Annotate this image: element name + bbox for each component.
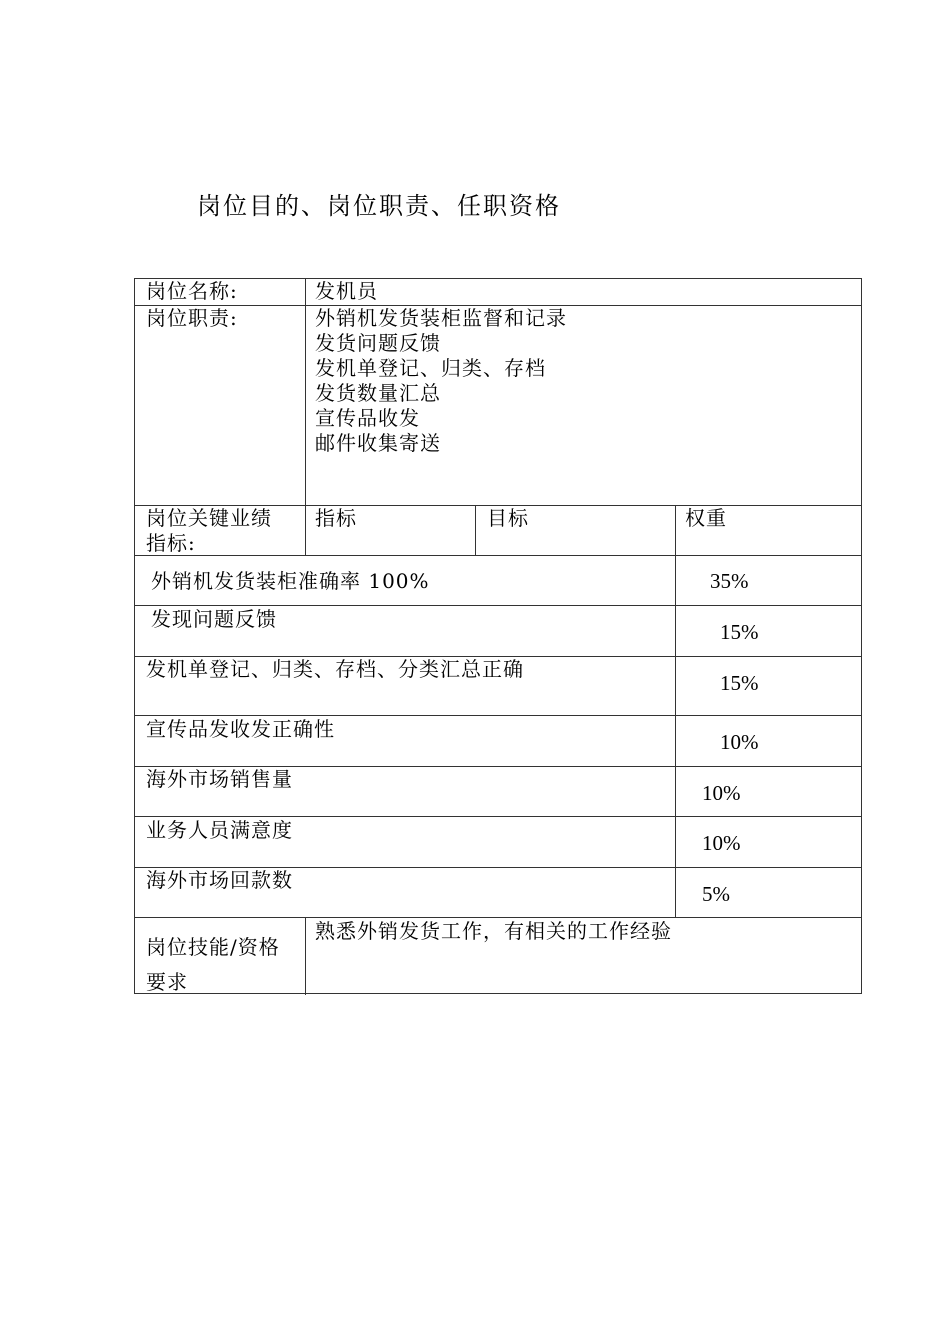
kpi-label-line: 指标: — [146, 531, 196, 555]
column-divider — [305, 279, 306, 555]
duties-list — [315, 306, 567, 456]
kpi-header-target: 目标 — [487, 506, 529, 530]
duty-item: 发货数量汇总 — [315, 381, 441, 405]
kpi-weight: 15% — [720, 671, 759, 695]
skills-value: 熟悉外销发货工作，有相关的工作经验 — [315, 919, 672, 943]
kpi-indicator: 业务人员满意度 — [146, 818, 293, 842]
kpi-indicator: 外销机发货装柜准确率 100% — [151, 569, 430, 593]
duty-item: 发机单登记、归类、存档 — [315, 356, 546, 380]
duty-item: 外销机发货装柜监督和记录 — [315, 306, 567, 330]
skills-label — [146, 930, 280, 1000]
skills-label-line: 要求 — [146, 970, 188, 994]
kpi-weight: 10% — [702, 781, 741, 805]
kpi-weight: 15% — [720, 620, 759, 644]
kpi-header-weight: 权重 — [685, 506, 727, 530]
skills-label-line: 岗位技能/资格 — [146, 935, 280, 959]
duties-label: 岗位职责: — [146, 306, 238, 330]
duty-item: 宣传品收发 — [315, 406, 420, 430]
kpi-indicator: 宣传品发收发正确性 — [146, 717, 335, 741]
kpi-indicator: 发现问题反馈 — [151, 607, 277, 631]
kpi-indicator: 海外市场销售量 — [146, 767, 293, 791]
kpi-header-indicator: 指标 — [315, 506, 357, 530]
job-description-table — [134, 278, 862, 994]
row-divider — [135, 917, 861, 918]
column-divider — [305, 917, 306, 995]
duty-item: 邮件收集寄送 — [315, 431, 441, 455]
row-divider — [135, 715, 861, 716]
kpi-label-line: 岗位关键业绩 — [146, 506, 272, 530]
kpi-indicator: 发机单登记、归类、存档、分类汇总正确 — [146, 657, 524, 681]
job-name-label: 岗位名称: — [146, 279, 238, 303]
job-name-value: 发机员 — [315, 279, 378, 303]
kpi-weight: 5% — [702, 882, 730, 906]
kpi-weight: 10% — [702, 831, 741, 855]
kpi-label — [146, 506, 272, 556]
kpi-weight: 10% — [720, 730, 759, 754]
duty-item: 发货问题反馈 — [315, 331, 441, 355]
column-divider — [475, 505, 476, 555]
page-title: 岗位目的、岗位职责、任职资格 — [197, 192, 561, 220]
kpi-indicator: 海外市场回款数 — [146, 868, 293, 892]
column-divider — [675, 505, 676, 917]
row-divider — [135, 816, 861, 817]
row-divider — [135, 605, 861, 606]
kpi-weight: 35% — [710, 569, 749, 593]
